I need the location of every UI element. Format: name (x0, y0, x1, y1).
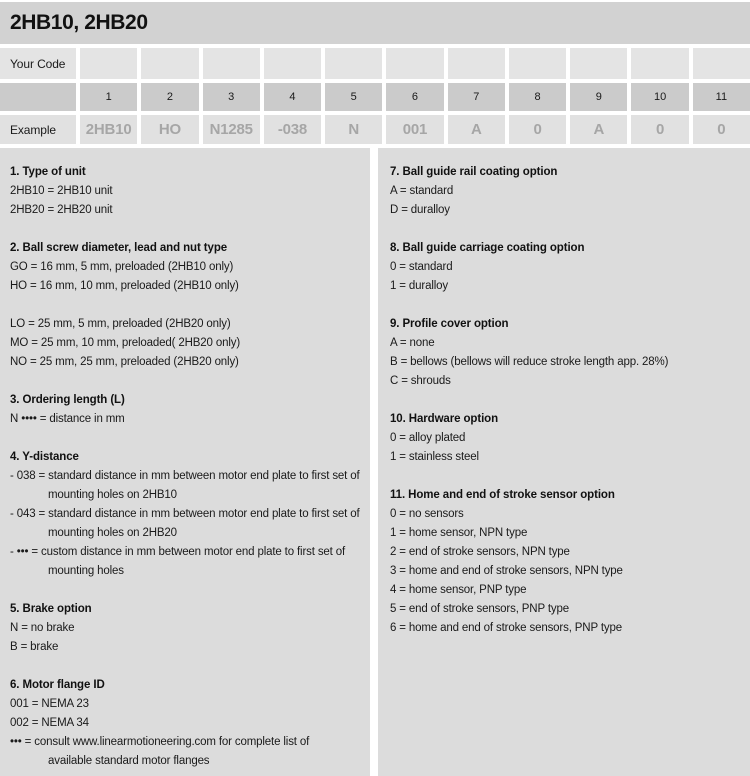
section-heading: 9. Profile cover option (390, 318, 509, 330)
option-line: 4 = home sensor, PNP type (390, 584, 527, 596)
option-section (390, 315, 750, 391)
option-line: mounting holes on 2HB10 (48, 489, 177, 501)
section-heading: 1. Type of unit (10, 166, 86, 178)
example-value-cell: N1285 (203, 115, 260, 144)
options-body (0, 148, 750, 776)
option-section (10, 239, 370, 372)
section-heading: 4. Y-distance (10, 451, 79, 463)
option-line: B = brake (10, 641, 59, 653)
option-line: B = bellows (bellows will reduce stroke length app. 28%) (390, 356, 669, 368)
your-code-cell (386, 48, 443, 79)
option-line: A = none (390, 337, 435, 349)
column-divider (370, 148, 378, 776)
option-line: 0 = no sensors (390, 508, 464, 520)
option-line: 2HB10 = 2HB10 unit (10, 185, 113, 197)
your-code-cell (693, 48, 750, 79)
left-column (0, 148, 370, 776)
option-line: NO = 25 mm, 25 mm, preloaded (2HB20 only) (10, 356, 239, 368)
option-line: - ••• = custom distance in mm between motor end plate to first set of (10, 546, 346, 558)
column-number-cell: 5 (325, 83, 382, 111)
column-number-cell: 1 (80, 83, 137, 111)
your-code-cell (570, 48, 627, 79)
example-value-cell: 2HB10 (80, 115, 137, 144)
section-heading: 8. Ball guide carriage coating option (390, 242, 585, 254)
example-value-cell: 0 (509, 115, 566, 144)
option-line: D = duralloy (390, 204, 450, 216)
your-code-label: Your Code (0, 48, 76, 79)
option-section (390, 239, 750, 296)
option-line: 5 = end of stroke sensors, PNP type (390, 603, 569, 615)
option-section (390, 163, 750, 220)
option-section (390, 410, 750, 467)
section-heading: 5. Brake option (10, 603, 92, 615)
option-line: mounting holes (48, 565, 124, 577)
column-number-cell: 3 (203, 83, 260, 111)
ordering-code-table (0, 48, 750, 144)
column-number-cell: 2 (141, 83, 198, 111)
column-number-cell: 7 (448, 83, 505, 111)
option-line: 2 = end of stroke sensors, NPN type (390, 546, 570, 558)
column-number-cell: 11 (693, 83, 750, 111)
option-line: A = standard (390, 185, 454, 197)
column-number-cell: 10 (631, 83, 688, 111)
option-line: 001 = NEMA 23 (10, 698, 89, 710)
option-line: 2HB20 = 2HB20 unit (10, 204, 113, 216)
section-heading: 6. Motor flange ID (10, 679, 105, 691)
title-bar (0, 2, 750, 44)
option-section (10, 600, 370, 657)
section-heading: 3. Ordering length (L) (10, 394, 125, 406)
example-value-cell: 001 (386, 115, 443, 144)
option-line: GO = 16 mm, 5 mm, preloaded (2HB10 only) (10, 261, 234, 273)
section-heading: 10. Hardware option (390, 413, 499, 425)
option-line: 1 = stainless steel (390, 451, 479, 463)
option-section (10, 391, 370, 429)
example-value-cell: N (325, 115, 382, 144)
option-line: 6 = home and end of stroke sensors, PNP type (390, 622, 622, 634)
option-line: - 043 = standard distance in mm between motor end plate to first set of (10, 508, 360, 520)
column-number-cell: 4 (264, 83, 321, 111)
option-line: 002 = NEMA 34 (10, 717, 89, 729)
example-value-cell: 0 (693, 115, 750, 144)
option-line: available standard motor flanges (48, 755, 210, 767)
your-code-cell (325, 48, 382, 79)
section-heading: 7. Ball guide rail coating option (390, 166, 558, 178)
column-number-cell: 6 (386, 83, 443, 111)
your-code-cell (631, 48, 688, 79)
example-value-cell: HO (141, 115, 198, 144)
option-line: HO = 16 mm, 10 mm, preloaded (2HB10 only) (10, 280, 239, 292)
option-line: 3 = home and end of stroke sensors, NPN type (390, 565, 623, 577)
right-column (378, 148, 750, 776)
option-section (10, 676, 370, 771)
column-number-cell: 9 (570, 83, 627, 111)
example-value-cell: -038 (264, 115, 321, 144)
section-heading: 11. Home and end of stroke sensor option (390, 489, 615, 501)
your-code-cell (203, 48, 260, 79)
your-code-cell (509, 48, 566, 79)
your-code-cell (80, 48, 137, 79)
your-code-cell (448, 48, 505, 79)
option-line: 1 = duralloy (390, 280, 448, 292)
option-line: mounting holes on 2HB20 (48, 527, 177, 539)
your-code-cell (264, 48, 321, 79)
corner-cell (0, 83, 76, 111)
option-line: 0 = standard (390, 261, 453, 273)
option-line: C = shrouds (390, 375, 451, 387)
option-line: 1 = home sensor, NPN type (390, 527, 528, 539)
option-line: - 038 = standard distance in mm between motor end plate to first set of (10, 470, 360, 482)
option-line: MO = 25 mm, 10 mm, preloaded( 2HB20 only) (10, 337, 241, 349)
option-section (10, 448, 370, 581)
option-line: N = no brake (10, 622, 75, 634)
example-value-cell: A (448, 115, 505, 144)
example-label: Example (0, 115, 76, 144)
column-number-cell: 8 (509, 83, 566, 111)
your-code-cell (141, 48, 198, 79)
option-line: N •••• = distance in mm (10, 413, 125, 425)
page-title: 2HB10, 2HB20 (10, 11, 148, 34)
option-section (390, 486, 750, 638)
section-heading: 2. Ball screw diameter, lead and nut type (10, 242, 228, 254)
example-value-cell: 0 (631, 115, 688, 144)
option-section (10, 163, 370, 220)
blank-line (10, 296, 370, 315)
option-line: ••• = consult www.linearmotioneering.com for complete list of (10, 736, 310, 748)
option-line: LO = 25 mm, 5 mm, preloaded (2HB20 only) (10, 318, 231, 330)
example-value-cell: A (570, 115, 627, 144)
option-line: 0 = alloy plated (390, 432, 466, 444)
